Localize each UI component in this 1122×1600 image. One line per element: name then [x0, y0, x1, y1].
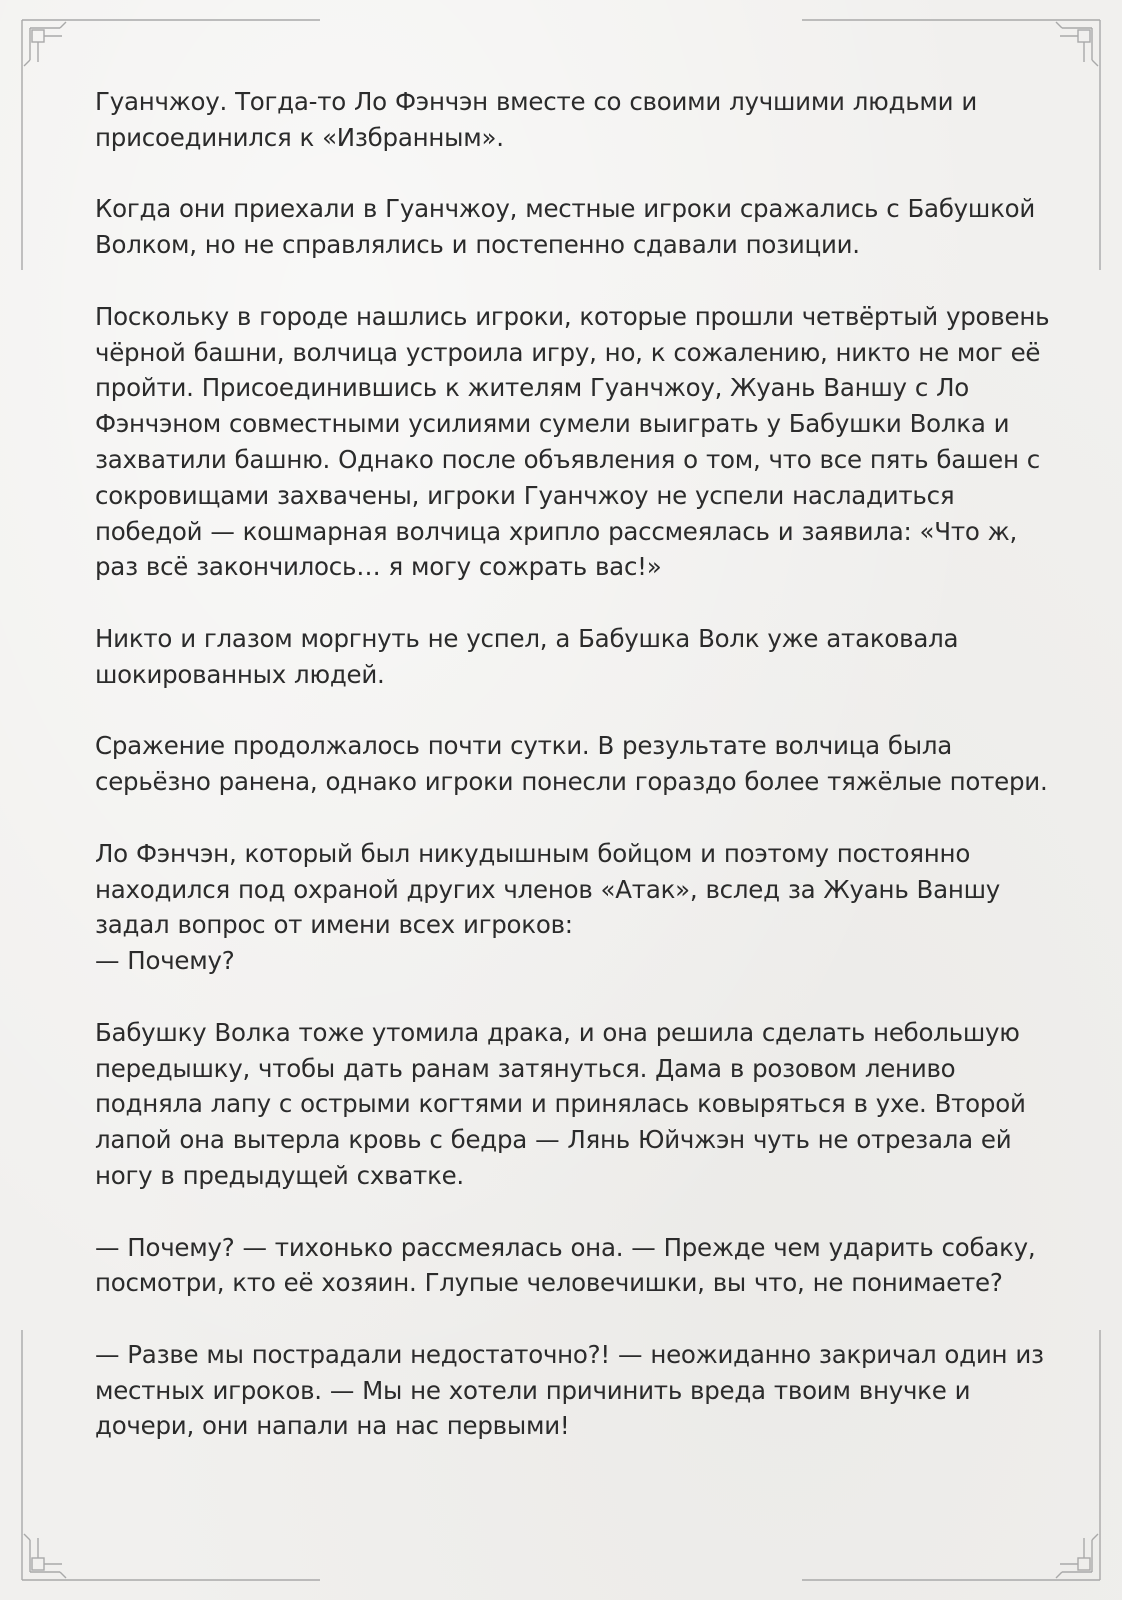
paragraph: — Разве мы пострадали недостаточно?! — неожиданно закричал один из местных игроков. — Мы не хотели причинить вреда твоим внучке и дочери, они напали на нас первыми!	[95, 1339, 1044, 1441]
paragraph: Бабушку Волка тоже утомила драка, и она решила сделать небольшую передышку, чтобы дать ранам затянуться. Дама в розовом лениво подняла лапу с острыми когтями и принялась ковыряться в ухе. Второй лапой она вытерла кровь с бедра — Лянь Юйчжэн чуть не отрезала ей ногу в предыдущей схватке.	[95, 1017, 1026, 1190]
paragraph: Поскольку в городе нашлись игроки, которые прошли четвёртый уровень чёрной башни, волчица устроила игру, но, к сожалению, никто не мог её пройти. Присоединившись к жителям Гуанчжоу, Жуань Ваншу с Ло Фэнчэном совместными усилиями сумели выиграть у Бабушки Волка и захватили башню. Однако после объявления о том, что все пять башен с сокровищами захвачены, игроки Гуанчжоу не успели насладиться победой — кошмарная волчица хрипло рассмеялась и заявила: «Что ж, раз всё закончилось… я могу сожрать вас!»	[95, 301, 1050, 582]
paragraph: Ло Фэнчэн, который был никудышным бойцом и поэтому постоянно находился под охраной других членов «Атак», вслед за Жуань Ваншу задал вопрос от имени всех игроков: — Почему?	[95, 838, 1001, 976]
paragraph: Сражение продолжалось почти сутки. В результате волчица была серьёзно ранена, однако игроки понесли гораздо более тяжёлые потери.	[95, 731, 1048, 797]
paragraph: Никто и глазом моргнуть не успел, а Бабушка Волк уже атаковала шокированных людей.	[95, 623, 959, 689]
document-body	[95, 84, 1055, 1444]
paragraph: — Почему? — тихонько рассмеялась она. — Прежде чем ударить собаку, посмотри, кто её хозяин. Глупые человечишки, вы что, не понимаете?	[95, 1232, 1036, 1298]
paragraph: Когда они приехали в Гуанчжоу, местные игроки сражались с Бабушкой Волком, но не справлялись и постепенно сдавали позиции.	[95, 194, 1036, 260]
paragraph: Гуанчжоу. Тогда-то Ло Фэнчэн вместе со своими лучшими людьми и присоединился к «Избранным».	[95, 87, 978, 152]
